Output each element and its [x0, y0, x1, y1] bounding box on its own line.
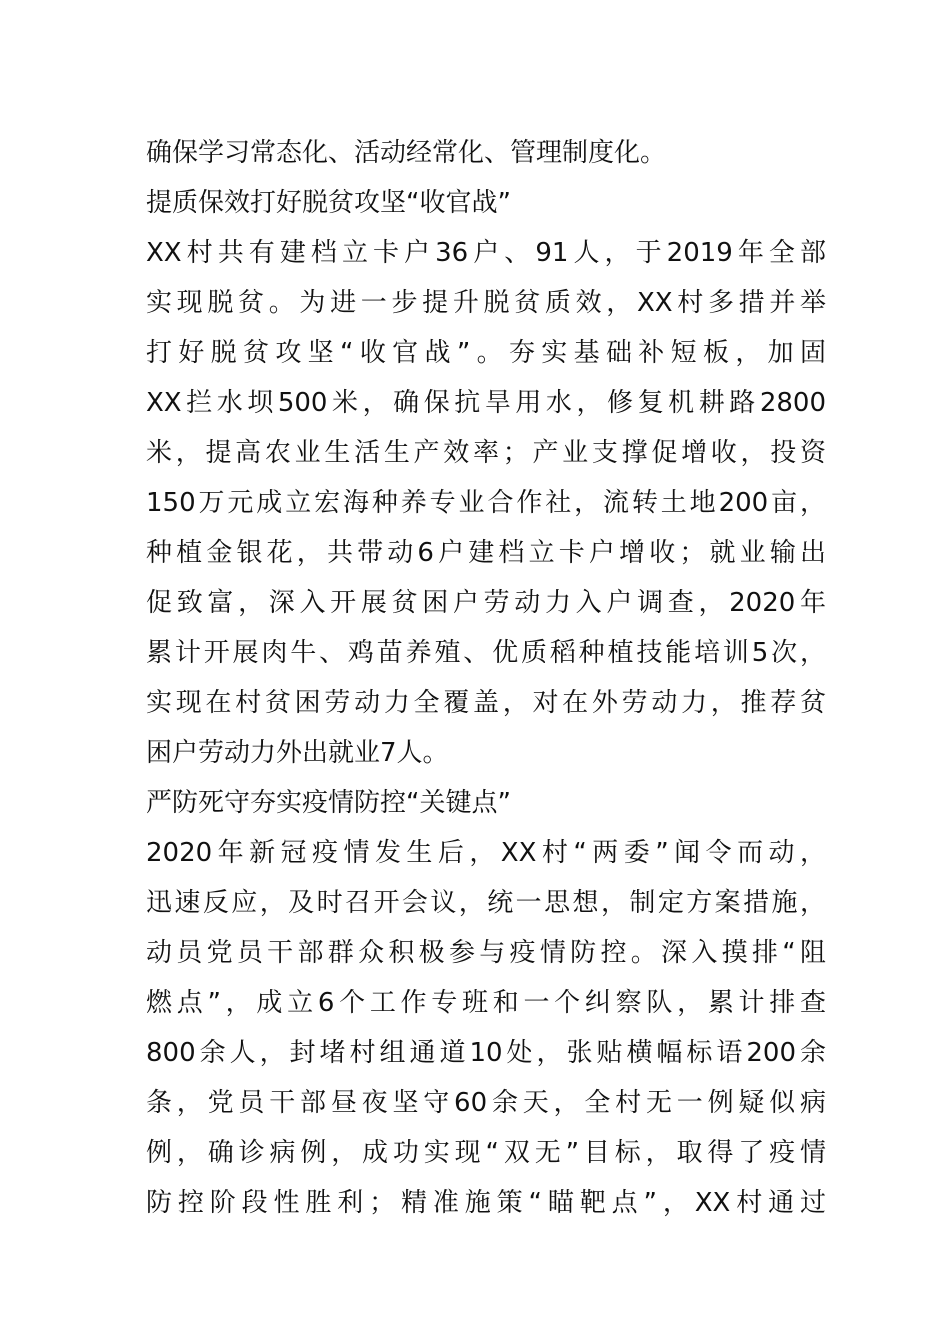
text-line: 打好脱贫攻坚“收官战”。夯实基础补短板，加固	[146, 338, 826, 368]
text-line: 累计开展肉牛、鸡苗养殖、优质稻种植技能培训5次，	[146, 638, 826, 668]
text-line: 促致富，深入开展贫困户劳动力入户调查，2020年	[146, 588, 826, 618]
section-heading: 提质保效打好脱贫攻坚“收官战”	[146, 188, 511, 218]
text-line: 防控阶段性胜利；精准施策“瞄靶点”，XX村通过	[146, 1188, 826, 1218]
document-body	[146, 128, 826, 1228]
text-line: 燃点”，成立6个工作专班和一个纠察队，累计排查	[146, 988, 826, 1018]
text-line: XX村共有建档立卡户36户、91人，于2019年全部	[146, 238, 826, 268]
text-line: XX拦水坝500米，确保抗旱用水，修复机耕路2800	[146, 388, 826, 418]
text-line: 条，党员干部昼夜坚守60余天，全村无一例疑似病	[146, 1088, 826, 1118]
text-line: 种植金银花，共带动6户建档立卡户增收；就业输出	[146, 538, 826, 568]
text-line: 2020年新冠疫情发生后，XX村“两委”闻令而动，	[146, 838, 826, 868]
text-line: 迅速反应，及时召开会议，统一思想，制定方案措施，	[146, 888, 826, 918]
text-line: 例，确诊病例，成功实现“双无”目标，取得了疫情	[146, 1138, 826, 1168]
text-line: 实现在村贫困劳动力全覆盖，对在外劳动力，推荐贫	[146, 688, 826, 718]
section-heading: 严防死守夯实疫情防控“关键点”	[146, 788, 511, 818]
text-line: 150万元成立宏海种养专业合作社，流转土地200亩，	[146, 488, 826, 518]
text-line: 动员党员干部群众积极参与疫情防控。深入摸排“阻	[146, 938, 826, 968]
text-line: 实现脱贫。为进一步提升脱贫质效，XX村多措并举	[146, 288, 826, 318]
text-line: 困户劳动力外出就业7人。	[146, 738, 449, 768]
text-line: 800余人，封堵村组通道10处，张贴横幅标语200余	[146, 1038, 826, 1068]
text-line: 米，提高农业生活生产效率；产业支撑促增收，投资	[146, 438, 826, 468]
text-line: 确保学习常态化、活动经常化、管理制度化。	[146, 138, 667, 168]
